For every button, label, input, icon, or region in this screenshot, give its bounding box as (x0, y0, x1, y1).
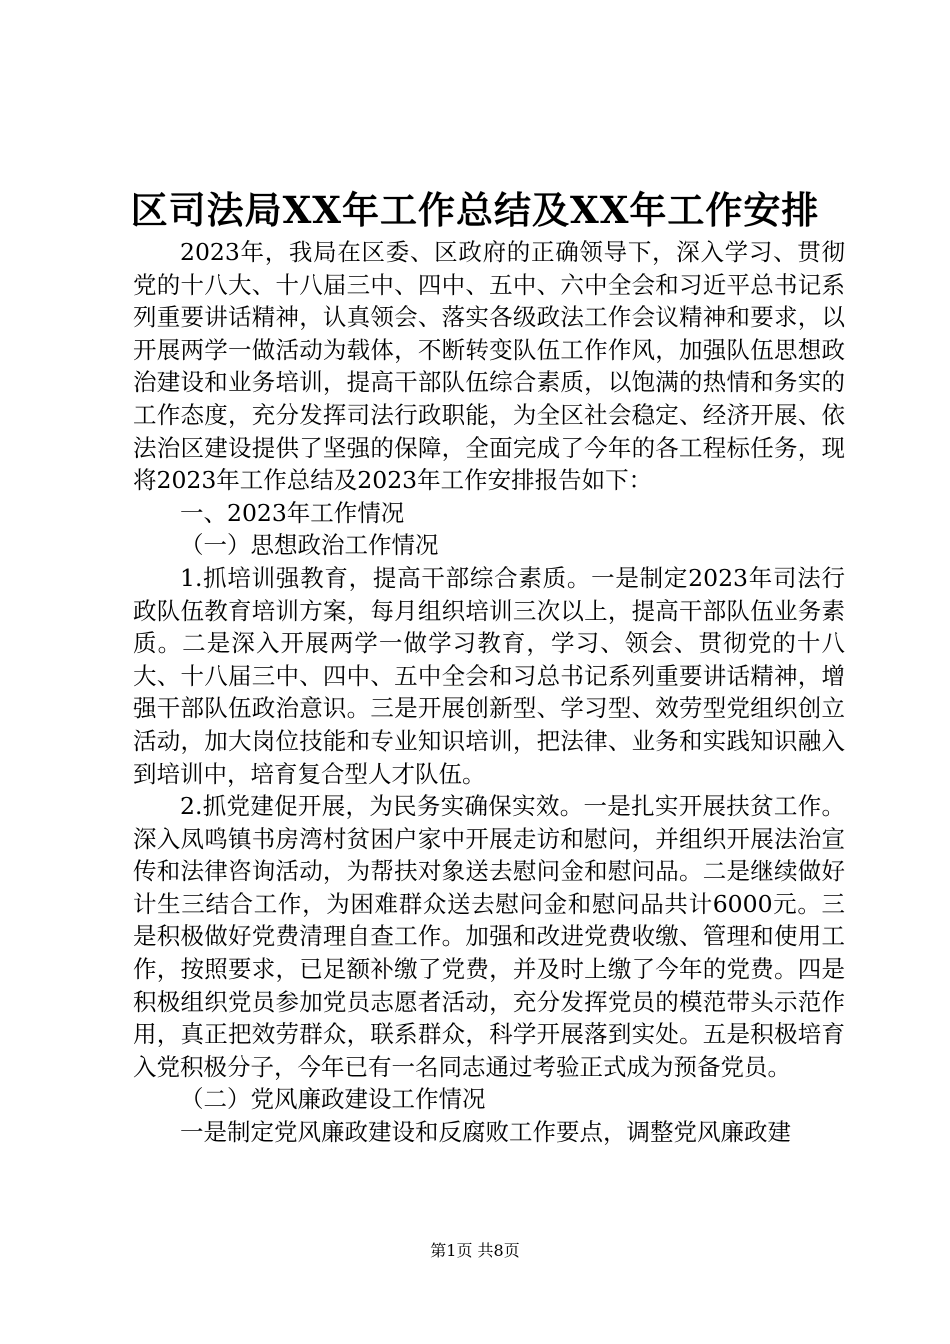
intro-paragraph: 2023年，我局在区委、区政府的正确领导下，深入学习、贯彻党的十八大、十八届三中、四中、五中、六中全会和习近平总书记系列重要讲话精神，认真领会、落实各级政法工作会议精神和要求，以开展两学一做活动为载体，不断转变队伍工作作风，加强队伍思想政治建设和业务培训，提高干部队伍综合素质，以饱满的热情和务实的工作态度，充分发挥司法行政职能，为全区社会稳定、经济开展、依法治区建设提供了坚强的保障，全面完成了今年的各工程标任务，现将2023年工作总结及2023年工作安排报告如下： (133, 238, 845, 495)
subsection-heading: （一）思想政治工作情况 (180, 531, 439, 560)
document-body (133, 236, 845, 1149)
body-paragraph: 2.抓党建促开展，为民务实确保实效。一是扎实开展扶贫工作。深入凤鸣镇书房湾村贫困户家中开展走访和慰问，并组织开展法治宣传和法律咨询活动，为帮扶对象送去慰问金和慰问品。二是继续做好计生三结合工作，为困难群众送去慰问金和慰问品共计6000元。三是积极做好党费清理自查工作。加强和改进党费收缴、管理和使用工作，按照要求，已足额补缴了党费，并及时上缴了今年的党费。四是积极组织党员参加党员志愿者活动，充分发挥党员的模范带头示范作用，真正把效劳群众，联系群众，科学开展落到实处。五是积极培育入党积极分子，今年已有一名同志通过考验正式成为预备党员。 (133, 792, 845, 1081)
subsection-heading: （二）党风廉政建设工作情况 (180, 1085, 486, 1114)
page-number-footer: 第1页 共8页 (430, 1241, 520, 1260)
body-paragraph: 一是制定党风廉政建设和反腐败工作要点，调整党风廉政建 (180, 1118, 791, 1147)
body-paragraph: 1.抓培训强教育，提高干部综合素质。一是制定2023年司法行政队伍教育培训方案，每月组织培训三次以上，提高干部队伍业务素质。二是深入开展两学一做学习教育，学习、领会、贯彻党的十八大、十八届三中、四中、五中全会和习总书记系列重要讲话精神，增强干部队伍政治意识。三是开展创新型、学习型、效劳型党组织创立活动，加大岗位技能和专业知识培训，把法律、业务和实践知识融入到培训中，培育复合型人才队伍。 (133, 563, 845, 788)
document-title: 区司法局XX年工作总结及XX年工作安排 (130, 188, 820, 232)
section-heading: 一、2023年工作情况 (180, 498, 405, 527)
